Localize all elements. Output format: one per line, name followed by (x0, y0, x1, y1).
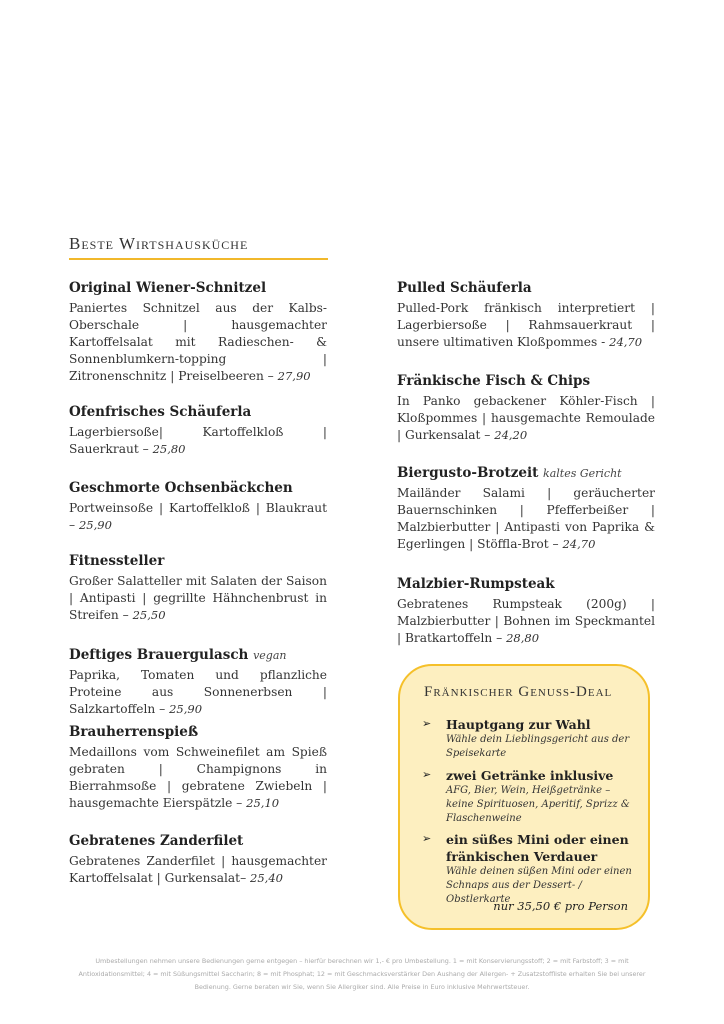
dish-description: Gebratenes Zanderfilet | hausgemachter Kartoffelsalat | Gurkensalat– (69, 854, 327, 885)
menu-item-name (69, 403, 327, 422)
menu-item-name (69, 552, 327, 571)
menu-item-description (69, 853, 327, 887)
section-title: Beste Wirtshausküche (69, 234, 328, 260)
menu-item-name (69, 279, 327, 298)
menu-item-name (69, 832, 327, 851)
dish-description: Gebratenes Rumpsteak (200g) | Malzbierbutter | Bohnen im Speckmantel | Bratkartoffeln – (397, 597, 655, 645)
footer-note: Umbestellungen nehmen unsere Bedienungen gerne entgegen – hierfür berechnen wir 1,- € pro Umbestellung. 1 = mit Konservierungsstoff; 2 = mit Farbstoff; 3 = mit Antioxidationsmittel; 4 = mit Süßungsmittel Saccharin; 8 = mit Phosphat; 12 = mit Geschmacksverstärker Den Aushang der Allergen- + Zusatzstoffliste erhalten Sie bei unserer Bedienung. Gerne beraten wir Sie, wenn Sie Allergiker sind. Alle Preise in Euro inklusive Mehrwertsteuer. (78, 957, 646, 991)
menu-item-description (69, 667, 327, 718)
menu-item-name (397, 575, 655, 594)
dish-price: 25,80 (152, 442, 186, 456)
dish-name: Fränkische Fisch & Chips (397, 373, 591, 389)
dish-name: Brauherrenspieß (69, 724, 199, 740)
deal-title: Fränkischer Genuss-Deal (424, 684, 613, 700)
menu-item-name (397, 372, 655, 391)
deal-item-sub: Wähle dein Lieblingsgericht aus der Speisekarte (446, 734, 630, 759)
menu-item-name (69, 723, 327, 742)
menu-item (69, 403, 327, 458)
dish-name: Deftiges Brauergulasch (69, 647, 249, 663)
menu-item-description (69, 573, 327, 624)
dish-price: 24,20 (494, 428, 528, 442)
dish-description: Paniertes Schnitzel aus der Kalbs-Oberschale | hausgemachter Kartoffelsalat mit Radieschen- & Sonnenblumkern-topping | Zitronenschnitz | Preiselbeeren – (69, 301, 327, 383)
deal-item-title: zwei Getränke inklusive (446, 768, 614, 783)
deal-item (422, 767, 632, 826)
dish-name: Fitnessteller (69, 553, 165, 569)
dish-price: 24,70 (562, 537, 596, 551)
dish-price: 28,80 (506, 631, 540, 645)
dish-price: 25,10 (246, 796, 280, 810)
dish-price: 25,50 (132, 608, 166, 622)
arrow-bullet-icon: ➢ (422, 832, 432, 845)
deal-item (422, 716, 632, 761)
menu-item (397, 575, 655, 647)
arrow-bullet-icon: ➢ (422, 717, 432, 730)
dish-description: In Panko gebackener Köhler-Fisch | Kloßpommes | hausgemachte Remoulade | Gurkensalat – (397, 394, 655, 442)
deal-item-title: ein süßes Mini oder einen fränkischen Verdauer (446, 832, 629, 864)
dish-description: Pulled-Pork fränkisch interpretiert | Lagerbiersoße | Rahmsauerkraut | unsere ultimativen Kloßpommes - (397, 301, 655, 349)
menu-item-name (397, 464, 655, 483)
dish-price: 25,90 (78, 518, 112, 532)
dish-price: 24,70 (609, 335, 643, 349)
dish-price: 25,90 (169, 702, 203, 716)
dish-price: 25,40 (250, 871, 283, 885)
menu-item (69, 832, 327, 887)
arrow-bullet-icon: ➢ (422, 768, 432, 781)
dish-description: Paprika, Tomaten und pflanzliche Proteine aus Sonnenerbsen | Salzkartoffeln – (69, 668, 327, 716)
menu-item (69, 723, 327, 812)
dish-description: Großer Salatteller mit Salaten der Saison | Antipasti | gegrillte Hähnchenbrust in Streifen – (69, 574, 327, 622)
deal-item-title: Hauptgang zur Wahl (446, 717, 591, 732)
menu-item-name (397, 279, 655, 298)
menu-item-description (69, 744, 327, 812)
dish-price: 27,90 (277, 369, 311, 383)
menu-item (69, 479, 327, 534)
menu-item-name (69, 646, 327, 665)
deal-item-sub: Wähle deinen süßen Mini oder einen Schnaps aus der Dessert- / Obstlerkarte (446, 866, 632, 905)
menu-item-description (69, 500, 327, 534)
dish-description: Lagerbiersoße| Kartoffelkloß | Sauerkraut – (69, 425, 327, 456)
menu-item (69, 279, 327, 385)
menu-item-description (69, 424, 327, 458)
menu-item (397, 372, 655, 444)
dish-tag: kaltes Gericht (543, 467, 622, 480)
deal-item (422, 831, 632, 907)
dish-tag: vegan (253, 649, 287, 662)
dish-name: Gebratenes Zanderfilet (69, 833, 244, 849)
dish-name: Malzbier-Rumpsteak (397, 576, 555, 592)
dish-name: Geschmorte Ochsenbäckchen (69, 480, 293, 496)
menu-item (69, 646, 327, 718)
dish-description: Portweinsoße | Kartoffelkloß | Blaukraut – (69, 501, 327, 532)
menu-item-description (397, 300, 655, 351)
deal-item-sub: AFG, Bier, Wein, Heißgetränke – keine Spirituosen, Aperitif, Sprizz & Flaschenweine (446, 785, 630, 824)
deal-box (398, 664, 650, 930)
menu-item-name (69, 479, 327, 498)
menu-item-description (69, 300, 327, 385)
menu-item-description (397, 393, 655, 444)
deal-price: nur 35,50 € pro Person (493, 899, 628, 913)
menu-item-description (397, 596, 655, 647)
dish-name: Ofenfrisches Schäuferla (69, 404, 252, 420)
dish-description: Medaillons vom Schweinefilet am Spieß gebraten | Champignons in Bierrahmsoße | gebratene Zwiebeln | hausgemachte Eierspätzle – (69, 745, 327, 810)
menu-item (397, 279, 655, 351)
dish-description: Mailänder Salami | geräucherter Bauernschinken | Pfefferbeißer | Malzbierbutter | Antipasti von Paprika & Egerlingen | Stöffla-Brot – (397, 486, 655, 551)
dish-name: Original Wiener-Schnitzel (69, 280, 267, 296)
menu-item-description (397, 485, 655, 553)
dish-name: Biergusto-Brotzeit (397, 465, 539, 481)
menu-item (69, 552, 327, 624)
dish-name: Pulled Schäuferla (397, 280, 532, 296)
menu-item (397, 464, 655, 553)
